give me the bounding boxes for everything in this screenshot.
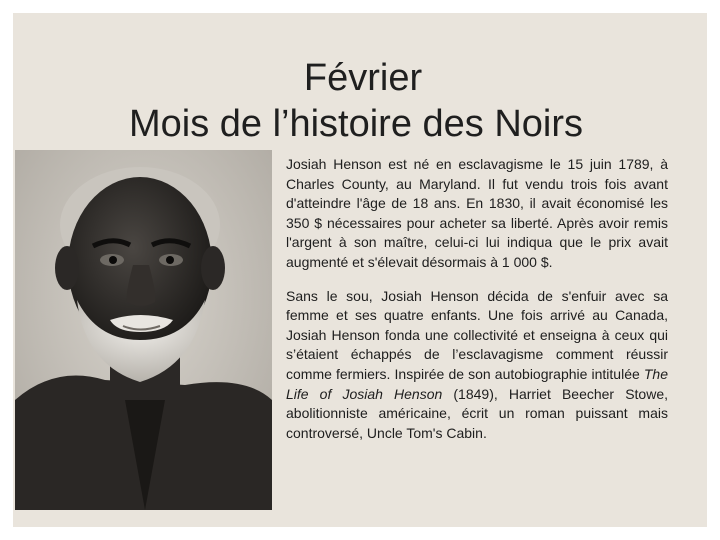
- book-title: The Life of Josiah Henson: [286, 365, 668, 402]
- title-line-subject: Mois de l’histoire des Noirs: [128, 103, 584, 146]
- paragraph-escape-text: Sans le sou, Josiah Henson décida de s'enfuir avec sa femme et ses quatre enfants. Une fois arrivé au Canada, Josiah Henson fonda une collectivité et enseigna à ceux qui s’étaient échappés de l’esclavagisme comment réussir comme fermiers. Inspirée de son autobiographie intitulée: [286, 287, 668, 382]
- title-line-month: Février: [303, 57, 423, 100]
- portrait-photo: [15, 150, 272, 510]
- slide-title: [0, 55, 720, 147]
- paragraph-early-life: Josiah Henson est né en esclavagisme le 15 juin 1789, à Charles County, au Maryland. Il fut vendu trois fois avant d'atteindre l'âge de 18 ans. En 1830, il avait économisé les 350 $ nécessaires pour acheter sa liberté. Après avoir remis l'argent à son maître, celui-ci lui indiqua que le prix avait augmenté et s'élevait désormais à 1 000 $.: [286, 156, 668, 270]
- biography-text: [286, 155, 668, 457]
- paragraph-escape-text-end: (1849), Harriet Beecher Stowe, abolitionniste américaine, écrit un roman puissant mais controversé, Uncle Tom's Cabin.: [286, 385, 668, 441]
- paragraph-escape: [286, 287, 668, 444]
